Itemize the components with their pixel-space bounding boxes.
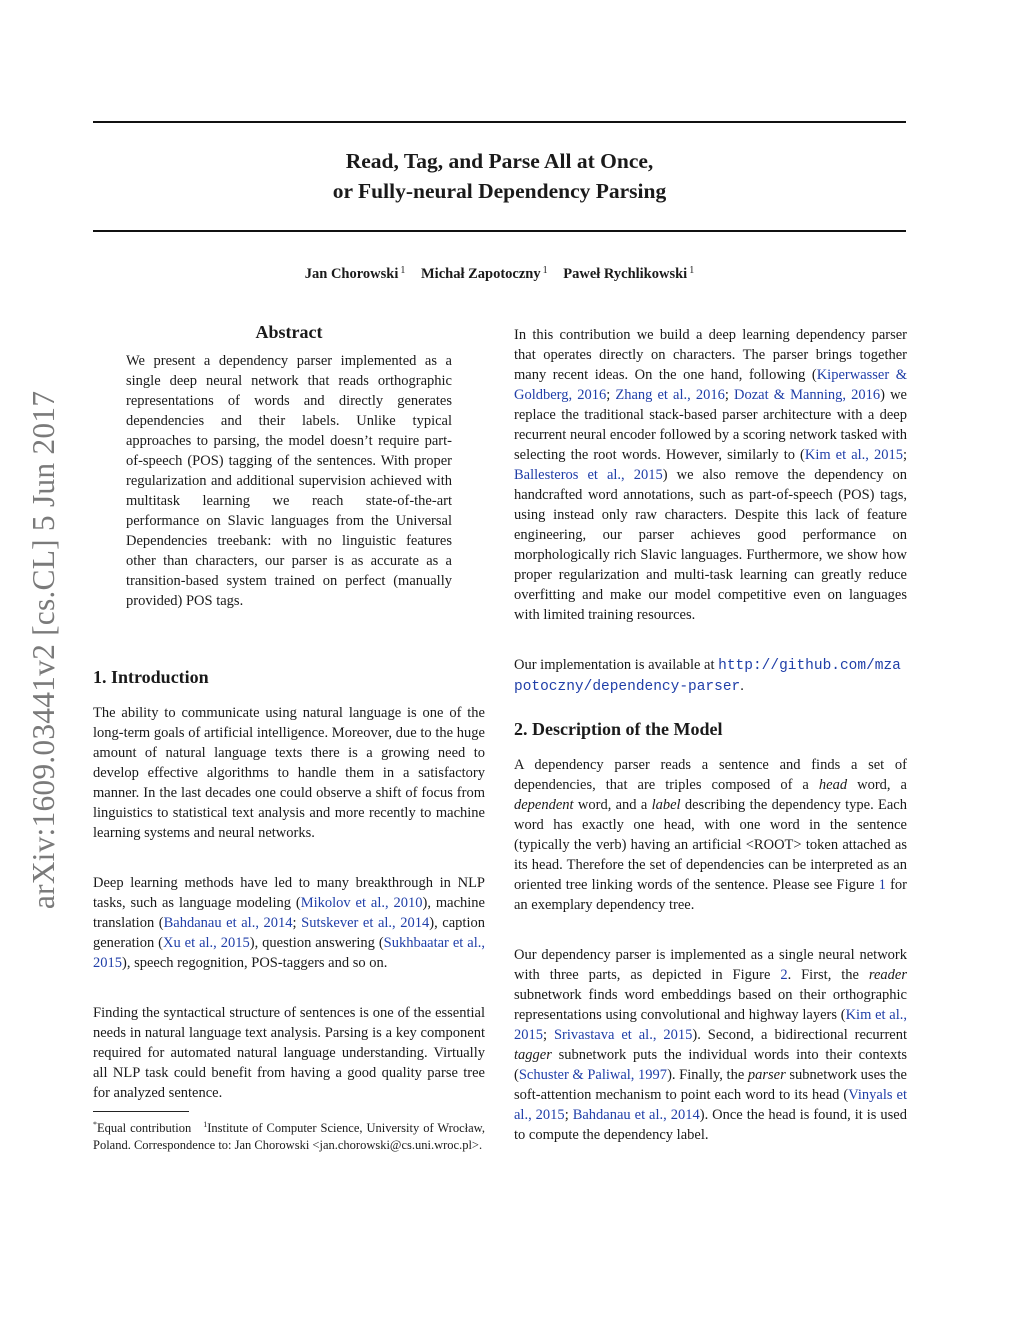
citation-link[interactable]: Bahdanau et al., 2014 bbox=[572, 1107, 700, 1123]
citation-link[interactable]: Bahdanau et al., 2014 bbox=[163, 915, 293, 931]
figure-ref-link[interactable]: 1 bbox=[878, 877, 886, 893]
citation-link[interactable]: Srivastava et al., 2015 bbox=[553, 1027, 693, 1043]
citation-link[interactable]: Xu et al., 2015 bbox=[162, 935, 250, 951]
figure-ref-link[interactable]: 2 bbox=[780, 967, 788, 983]
citation-link[interactable]: Vinyals et al., 2015 bbox=[514, 1087, 907, 1123]
citation-link[interactable]: Schuster & Paliwal, 1997 bbox=[518, 1067, 668, 1083]
citation-link[interactable]: Zhang et al., 2016 bbox=[615, 387, 725, 403]
section-heading-model: 2. Description of the Model bbox=[514, 719, 723, 739]
citation-link[interactable]: Kim et al., 2015 bbox=[514, 1007, 907, 1043]
title-line-2: or Fully-neural Dependency Parsing bbox=[332, 179, 667, 203]
citation-link[interactable]: Mikolov et al., 2010 bbox=[300, 895, 423, 911]
footnote-rule bbox=[93, 1111, 189, 1112]
right-paragraph-3: A dependency parser reads a sentence and finds a set of dependencies, that are triples composed of a head word, a dependent word, and a label describing the dependency type. Each word has exactly one head, with one word in the sentence (typically the verb) having an artificial <ROOT> token attached as its head. Therefore the set of dependencies can be interpreted as an oriented tree linking words of the sentence. Please see Figure 1 for an exemplary dependency tree. bbox=[514, 757, 907, 913]
arxiv-stamp: arXiv:1609.03441v2 [cs.CL] 5 Jun 2017 bbox=[26, 390, 61, 910]
citation-link[interactable]: Dozat & Manning, 2016 bbox=[733, 387, 881, 403]
author-list bbox=[93, 265, 906, 283]
right-paragraph-2: Our implementation is available at http://github.com/mzapotoczny/dependency-parser. bbox=[514, 657, 901, 695]
affiliation-mark: 1 bbox=[400, 265, 406, 276]
citation-link[interactable]: Kim et al., 2015 bbox=[804, 447, 903, 463]
intro-paragraph-3: Finding the syntactical structure of sentences is one of the essential needs in natural language text analysis. Parsing is a key component required for automated natural language understanding. Virtually all NLP task could benefit from having a good quality parse tree for analyzed sentence. bbox=[93, 1005, 485, 1101]
right-paragraph-1: In this contribution we build a deep learning dependency parser that operates directly on characters. The parser brings together many recent ideas. On the one hand, following (Kiperwasser & Goldberg, 2016; Zhang et al., 2016; Dozat & Manning, 2016) we replace the traditional stack-based parser architecture with a deep recurrent neural encoder followed by a scoring network tasked with selecting the root words. However, similarly to (Kim et al., 2015; Ballesteros et al., 2015) we also remove the dependency on handcrafted word annotations, such as part-of-speech (POS) tags, using instead only raw characters. Despite this lack of feature engineering, our parser achieves good performance on morphologically rich Slavic languages. Furthermore, we show how proper regularization and multi-task learning can greatly reduce overfitting and make our model competitive even on languages with limited training resources. bbox=[514, 327, 908, 623]
abstract-body: We present a dependency parser implemented as a single deep neural network that reads orthographic representations of words and directly generates dependencies and their labels. Unlike typical approaches to parsing, the model doesn’t require part-of-speech (POS) tagging of the sentences. With proper regularization and additional supervision achieved with multitask learning we reach state-of-the-art performance on Slavic languages from the Universal Dependencies treebank: with no linguistic features other than characters, our parser is as accurate as a transition-based system trained on perfect (manually provided) POS tags. bbox=[126, 353, 452, 609]
footnote: *Equal contribution $^1$Institute of Computer Science, University of Wrocław, Poland. Correspondence to: Jan Chorowski <jan.chorowski@cs.uni.wroc.pl>. bbox=[93, 1120, 485, 1152]
paper-title bbox=[93, 146, 906, 206]
abstract-heading: Abstract bbox=[255, 322, 323, 342]
intro-heading-block bbox=[93, 667, 485, 688]
title-top-rule bbox=[93, 121, 906, 123]
intro-paragraph-2: Deep learning methods have led to many breakthrough in NLP tasks, such as language modeling (Mikolov et al., 2010), machine translation (Bahdanau et al., 2014; Sutskever et al., 2014), caption generation (Xu et al., 2015), question answering (Sukhbaatar et al., 2015), speech regognition, POS-taggers and so on. bbox=[93, 875, 485, 971]
section-heading-introduction: 1. Introduction bbox=[93, 667, 209, 687]
affiliation-mark: 1 bbox=[689, 265, 695, 276]
citation-link[interactable]: Sutskever et al., 2014 bbox=[301, 915, 430, 931]
author: Paweł Rychlikowski $^1$ bbox=[563, 265, 695, 282]
citation-link[interactable]: Kiperwasser & Goldberg, 2016 bbox=[514, 367, 907, 403]
repository-url-link[interactable]: http://github.com/mzapotoczny/dependency-parser bbox=[514, 658, 901, 695]
model-heading-block bbox=[514, 719, 907, 740]
right-paragraph-4: Our dependency parser is implemented as a single neural network with three parts, as depicted in Figure 2. First, the reader subnetwork finds word embeddings based on their orthographic representations using convolutional and highway layers (Kim et al., 2015; Srivastava et al., 2015). Second, a bidirectional recurrent tagger subnetwork puts the individual words into their contexts (Schuster & Paliwal, 1997). Finally, the parser subnetwork uses the soft-attention mechanism to point each word to its head (Vinyals et al., 2015; Bahdanau et al., 2014). Once the head is found, it is used to compute the dependency label. bbox=[514, 947, 907, 1143]
author: Jan Chorowski $^1$ bbox=[304, 265, 406, 282]
affiliation-mark: 1 bbox=[542, 265, 548, 276]
citation-link[interactable]: Ballesteros et al., 2015 bbox=[514, 467, 663, 483]
title-bottom-rule bbox=[93, 230, 906, 232]
intro-paragraph-1: The ability to communicate using natural language is one of the long-term goals of artificial intelligence. Moreover, due to the huge amount of natural language texts there is a growing need to develop effective algorithms to handle them in a satisfactory manner. In the last decades one could observe a shift of focus from linguistics to statistical text analysis and more recently to machine learning systems and neural networks. bbox=[93, 705, 485, 841]
citation-link[interactable]: Sukhbaatar et al., 2015 bbox=[93, 935, 485, 971]
title-line-1: Read, Tag, and Parse All at Once, bbox=[345, 149, 654, 173]
author: Michał Zapotoczny $^1$ bbox=[421, 265, 548, 282]
